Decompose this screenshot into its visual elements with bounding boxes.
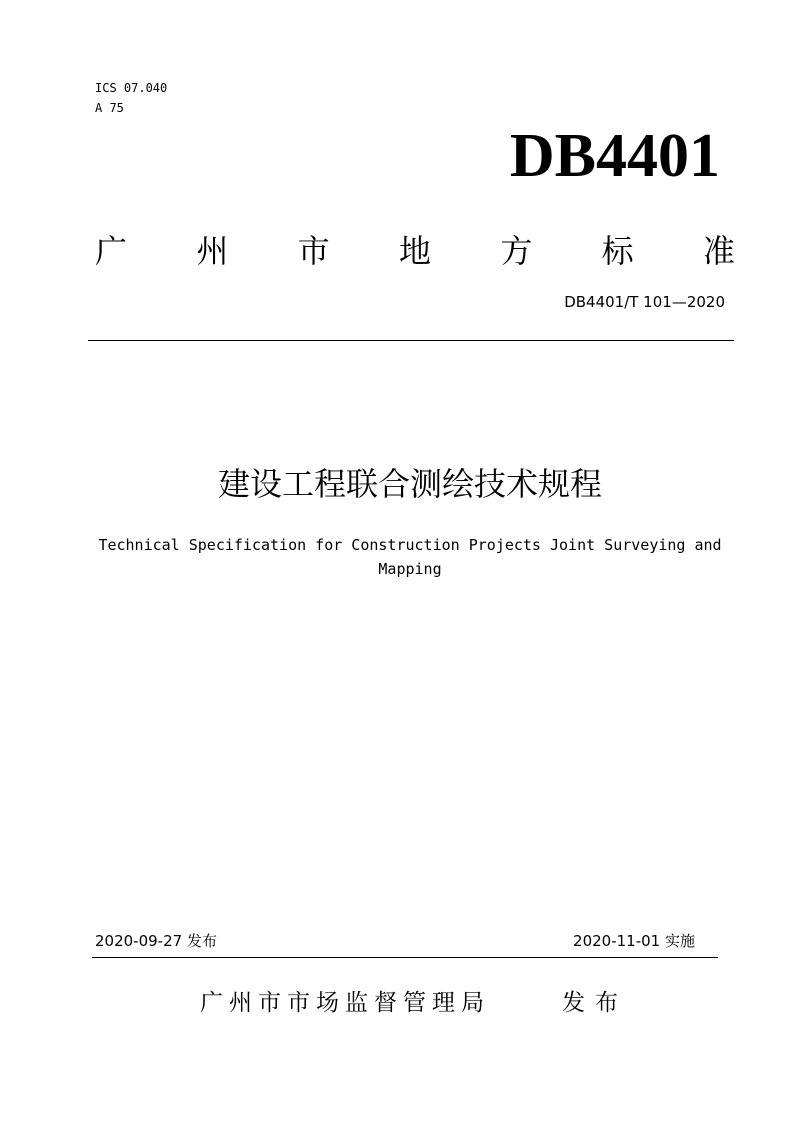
standard-number: DB4401/T 101—2020 <box>564 293 725 311</box>
standard-type-heading <box>95 228 735 274</box>
issuing-authority: 广州市市场监督管理局 <box>200 990 490 1016</box>
standard-type-char: 州 <box>196 232 229 270</box>
ics-code: ICS 07.040 <box>95 81 168 95</box>
classification-code: A 75 <box>95 101 124 115</box>
bottom-divider <box>92 957 718 958</box>
standard-type-char: 地 <box>398 232 431 270</box>
implement-date: 2020-11-01 实施 <box>573 932 695 950</box>
standard-type-char: 标 <box>601 232 634 270</box>
standard-type-char: 准 <box>702 232 735 270</box>
standard-type-char: 方 <box>500 232 533 270</box>
document-title-en: Technical Specification for Construction Projects Joint Surveying and Mapping <box>98 536 722 578</box>
standard-type-char: 广 <box>95 232 128 270</box>
standard-type-char: 市 <box>297 232 330 270</box>
document-title-zh: 建设工程联合测绘技术规程 <box>217 465 602 503</box>
standard-code: DB4401 <box>509 122 720 190</box>
publish-date: 2020-09-27 发布 <box>95 932 217 950</box>
issue-label: 发布 <box>562 990 628 1016</box>
top-divider <box>88 340 734 341</box>
